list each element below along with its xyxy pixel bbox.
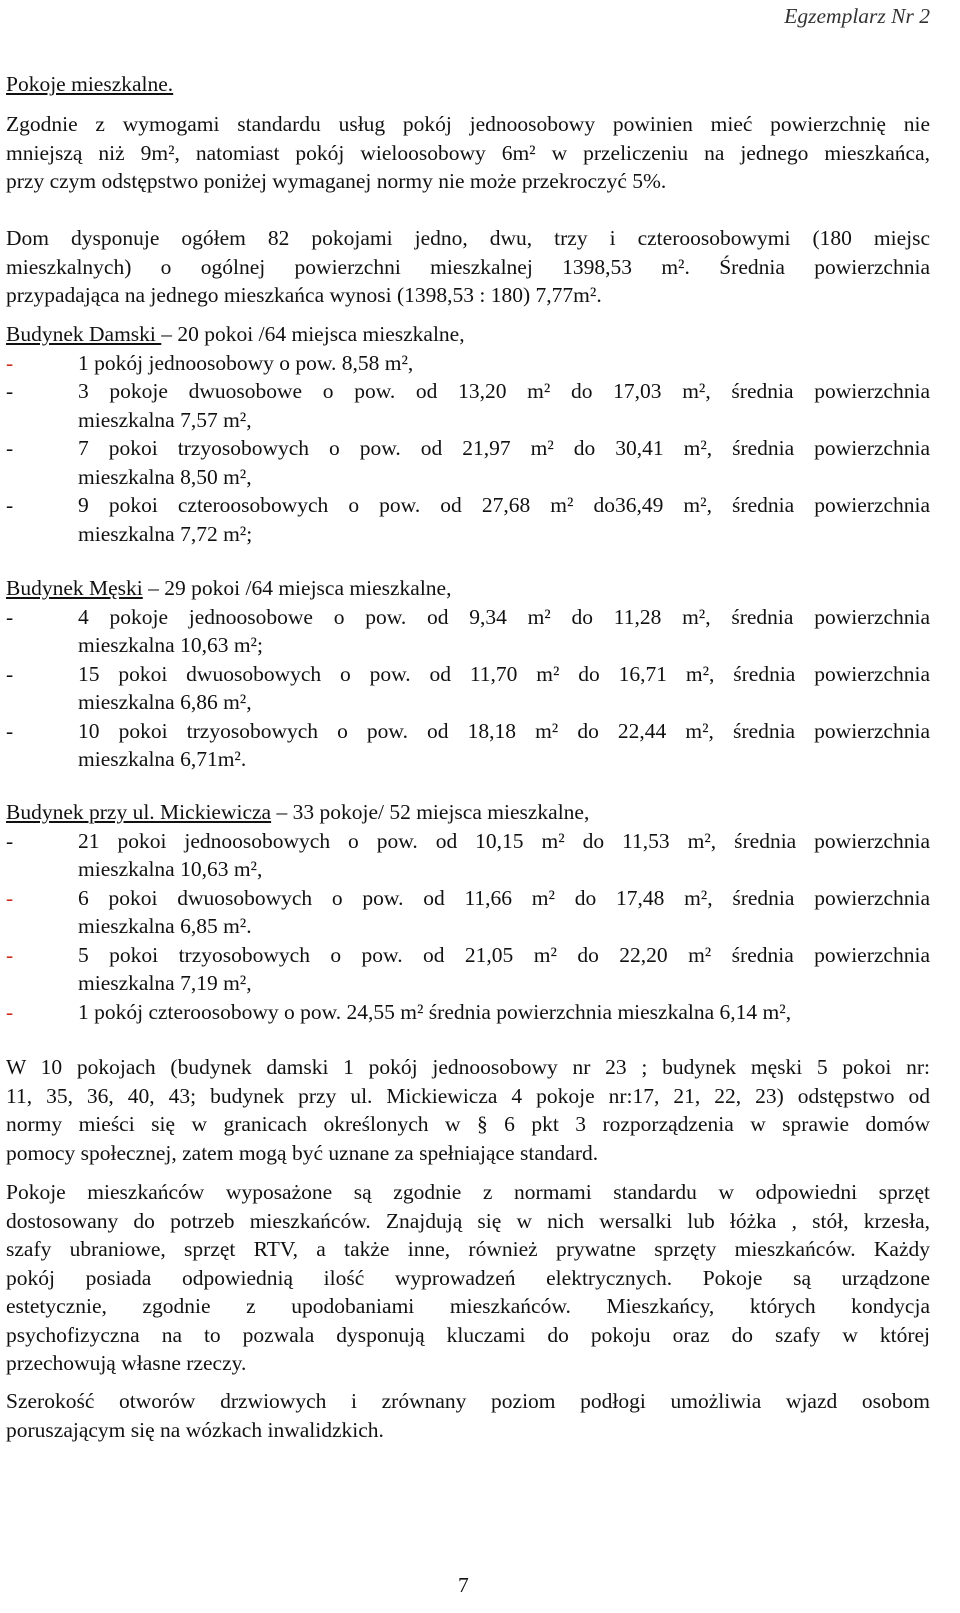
building-name: Budynek Damski: [6, 322, 162, 346]
list-item: [6, 827, 930, 884]
section-title: Pokoje mieszkalne.: [6, 72, 174, 96]
building-summary: – 33 pokoje/ 52 miejsca mieszkalne,: [271, 800, 590, 824]
item-line: 5 pokoi trzyosobowych o pow. od 21,05 m² do 22,20 m² średnia powierzchnia: [78, 942, 930, 967]
list-dash: -: [6, 350, 14, 375]
list-item: [6, 884, 930, 941]
item-line: mieszkalna 10,63 m²;: [78, 633, 263, 657]
intro-line: Zgodnie z wymogami standardu usług pokój jednoosobowy powinien mieć powierzchnię nie: [6, 112, 930, 136]
list-dash: -: [6, 661, 14, 686]
equipment-paragraph: [6, 1178, 930, 1378]
dom-paragraph: [6, 224, 930, 310]
item-line: 15 pokoi dwuosobowych o pow. od 11,70 m² do 16,71 m², średnia powierzchnia: [78, 661, 930, 686]
equipment-line: pokój posiada odpowiednią ilość wyprowadzeń elektrycznych. Pokoje są urządzone: [6, 1265, 930, 1290]
building-meski: [6, 574, 930, 774]
list-dash: -: [6, 379, 14, 403]
list-item: [6, 377, 930, 434]
item-line: 21 pokoi jednoosobowych o pow. od 10,15 m² do 11,53 m², średnia powierzchnia: [78, 828, 930, 853]
building-mickiewicza: [6, 798, 930, 1026]
intro-line: mniejszą niż 9m², natomiast pokój wieloosobowy 6m² w przeliczeniu na jednego mieszkańca,: [6, 140, 930, 165]
building-heading: [6, 574, 930, 603]
equipment-line: estetycznie, zgodnie z upodobaniami mieszkańców. Mieszkańcy, których kondycja: [6, 1294, 930, 1318]
item-line: mieszkalna 10,63 m²,: [78, 857, 263, 881]
list-dash: -: [6, 999, 14, 1024]
doors-paragraph: [6, 1387, 930, 1444]
list-item: [6, 998, 930, 1027]
copy-number-label: Egzemplarz Nr 2: [784, 4, 930, 28]
building-summary: – 20 pokoi /64 miejsca mieszkalne,: [161, 322, 465, 346]
item-line: 6 pokoi dwuosobowych o pow. od 11,66 m² do 17,48 m², średnia powierzchnia: [78, 885, 930, 910]
dom-line: mieszkalnych) o ogólnej powierzchni mieszkalnej 1398,53 m². Średnia powierzchnia: [6, 254, 930, 279]
list-dash: -: [6, 493, 14, 517]
intro-line: przy czym odstępstwo poniżej wymaganej normy nie może przekroczyć 5%.: [6, 169, 667, 193]
page-number: 7: [458, 1573, 469, 1597]
building-summary: – 29 pokoi /64 miejsca mieszkalne,: [142, 576, 452, 600]
list-dash: -: [6, 718, 14, 743]
building-name: Budynek Męski: [6, 576, 143, 600]
item-line: 7 pokoi trzyosobowych o pow. od 21,97 m² do 30,41 m², średnia powierzchnia: [78, 436, 930, 460]
item-line: mieszkalna 6,71m².: [78, 747, 247, 771]
item-line: 4 pokoje jednoosobowe o pow. od 9,34 m² do 11,28 m², średnia powierzchnia: [78, 604, 930, 629]
item-line: mieszkalna 7,72 m²;: [78, 521, 253, 546]
item-line: mieszkalna 8,50 m²,: [78, 464, 252, 489]
deviation-line: W 10 pokojach (budynek damski 1 pokój jednoosobowy nr 23 ; budynek męski 5 pokoi nr:: [6, 1055, 930, 1079]
equipment-line: Pokoje mieszkańców wyposażone są zgodnie z normami standardu w odpowiedni sprzęt: [6, 1180, 930, 1204]
deviation-line: 11, 35, 36, 40, 43; budynek przy ul. Mickiewicza 4 pokoje nr:17, 21, 22, 23) odstępstwo od: [6, 1083, 930, 1108]
building-name: Budynek przy ul. Mickiewicza: [6, 800, 272, 824]
item-line: 1 pokój jednoosobowy o pow. 8,58 m²,: [78, 350, 414, 375]
doors-line: poruszającym się na wózkach inwalidzkich.: [6, 1417, 384, 1442]
dom-line: Dom dysponuje ogółem 82 pokojami jedno, dwu, trzy i czteroosobowymi (180 miejsc: [6, 226, 930, 250]
list-dash: -: [6, 942, 14, 967]
equipment-line: szafy ubraniowe, sprzęt RTV, a także inne, również prywatne sprzęty mieszkańców. Każdy: [6, 1237, 930, 1261]
list-item: [6, 349, 930, 378]
item-line: mieszkalna 6,86 m²,: [78, 690, 252, 714]
deviation-paragraph: [6, 1053, 930, 1167]
dom-line: przypadająca na jednego mieszkańca wynosi (1398,53 : 180) 7,77m².: [6, 283, 602, 307]
list-item: [6, 491, 930, 548]
list-dash: -: [6, 885, 14, 910]
building-damski: [6, 320, 930, 548]
item-line: 9 pokoi czteroosobowych o pow. od 27,68 m² do36,49 m², średnia powierzchnia: [78, 493, 930, 517]
item-line: mieszkalna 7,19 m²,: [78, 971, 252, 995]
equipment-line: psychofizyczna na to pozwala dysponują kluczami do pokoju oraz do szafy w której: [6, 1322, 930, 1347]
item-line: 10 pokoi trzyosobowych o pow. od 18,18 m² do 22,44 m², średnia powierzchnia: [78, 718, 930, 743]
item-line: 1 pokój czteroosobowy o pow. 24,55 m² średnia powierzchnia mieszkalna 6,14 m²,: [78, 999, 792, 1024]
equipment-line: przechowują własne rzeczy.: [6, 1351, 247, 1375]
building-heading: [6, 798, 930, 827]
list-item: [6, 434, 930, 491]
item-line: mieszkalna 7,57 m²,: [78, 407, 252, 432]
item-line: 3 pokoje dwuosobowe o pow. od 13,20 m² do 17,03 m², średnia powierzchnia: [78, 379, 930, 403]
list-item: [6, 941, 930, 998]
item-line: mieszkalna 6,85 m².: [78, 914, 252, 938]
list-dash: -: [6, 436, 14, 460]
list-item: [6, 660, 930, 717]
deviation-line: normy mieści się w granicach określonych w § 6 pkt 3 rozporządzenia w sprawie domów: [6, 1112, 930, 1136]
equipment-line: dostosowany do potrzeb mieszkańców. Znajdują się w nich wersalki lub łóżka , stół, krzesła,: [6, 1208, 930, 1233]
list-dash: -: [6, 828, 14, 853]
list-dash: -: [6, 604, 14, 629]
deviation-line: pomocy społecznej, zatem mogą być uznane za spełniające standard.: [6, 1140, 599, 1165]
building-heading: [6, 320, 930, 349]
intro-paragraph: [6, 110, 930, 196]
list-item: [6, 717, 930, 774]
doors-line: Szerokość otworów drzwiowych i zrównany poziom podłogi umożliwia wjazd osobom: [6, 1389, 930, 1413]
list-item: [6, 603, 930, 660]
